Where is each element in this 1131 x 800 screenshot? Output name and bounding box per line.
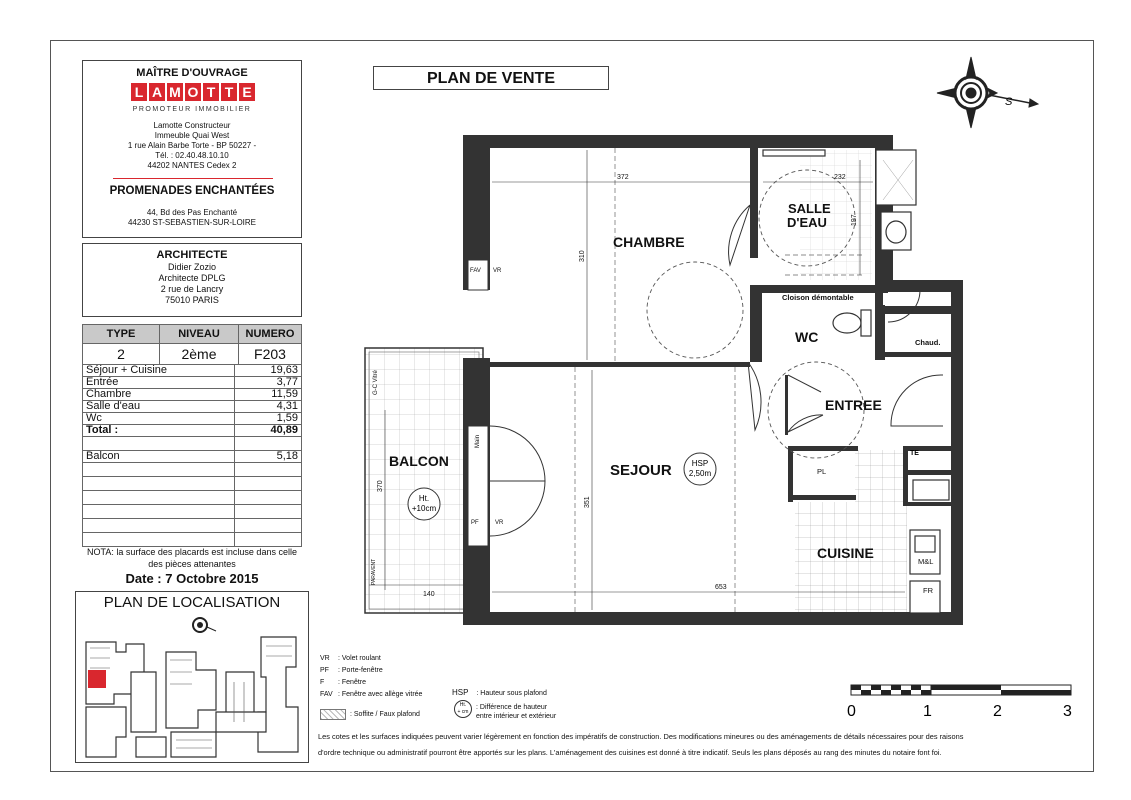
- program-city: 44230 ST-SEBASTIEN-SUR-LOIRE: [127, 218, 257, 227]
- unit-location-marker: [88, 670, 106, 688]
- legend-ht-code-1: Ht.: [459, 702, 467, 708]
- legend-code: F: [320, 679, 325, 686]
- dim-372: 372: [617, 174, 629, 181]
- surface-empty-row: [83, 533, 302, 547]
- room-balcon: BALCON: [389, 453, 449, 469]
- owner-heading: MAÎTRE D'OUVRAGE: [136, 67, 248, 79]
- vr-label: VR: [493, 268, 502, 274]
- toilet: [833, 313, 861, 333]
- legend-item: [320, 689, 422, 701]
- pf-label: PF: [471, 520, 479, 526]
- surface-value: 4,31: [235, 401, 302, 413]
- architect-name: Didier Zozio: [167, 262, 216, 272]
- legend-ht-text-1: : Différence de hauteur: [476, 704, 548, 711]
- surface-empty-row: [83, 463, 302, 477]
- legend-hsp-code: HSP: [452, 688, 469, 697]
- owner-city: 44202 NANTES Cedex 2: [147, 161, 237, 170]
- surface-row: [83, 377, 302, 389]
- compass-icon: [935, 55, 1045, 130]
- program-address: [83, 208, 301, 228]
- owner-street: 1 rue Alain Barbe Torte - BP 50227 -: [127, 141, 257, 150]
- chaud-label: Chaud.: [915, 338, 941, 347]
- main-label: Main: [475, 434, 481, 448]
- dim-351: 351: [584, 496, 591, 508]
- ht-label-1: Ht.: [418, 494, 430, 503]
- fr-label: FR: [923, 586, 933, 595]
- surface-label: Balcon: [83, 451, 235, 463]
- logo-subtitle: PROMOTEUR IMMOBILIER: [132, 106, 252, 113]
- owner-panel: [82, 60, 302, 238]
- surface-label: Séjour + Cuisine: [83, 365, 235, 377]
- architect-panel: [82, 243, 302, 317]
- dim-653: 653: [715, 584, 727, 591]
- legend-ht-text-2: entre intérieur et extérieur: [476, 713, 557, 720]
- surface-label: Total :: [83, 425, 235, 437]
- surface-label: Entrée: [83, 377, 235, 389]
- dim-140: 140: [423, 591, 435, 598]
- disclaimer-line-2: d'ordre technique ou administratif pourront être apportés sur les plans. L'aménagement des cuisines est donné à titre indicatif. Seuls les plans déposés au rang des minutes du notaire font foi.: [318, 748, 942, 757]
- logo-letter: A: [149, 83, 165, 101]
- numero-value: F203: [239, 344, 302, 365]
- surface-value: 3,77: [235, 377, 302, 389]
- lamotte-logo: [131, 83, 255, 103]
- scale-bar: [845, 680, 1075, 720]
- dim-310: 310: [579, 250, 586, 262]
- program-street: 44, Bd des Pas Enchanté: [146, 208, 238, 217]
- legend: [320, 653, 422, 701]
- south-wall: [463, 612, 963, 625]
- surface-row: [83, 413, 302, 425]
- scale-0: 0: [847, 703, 856, 720]
- vr-label-2: VR: [495, 520, 504, 526]
- floor-plan: [355, 130, 975, 630]
- room-sejour: SEJOUR: [610, 462, 672, 479]
- east-wall: [951, 280, 963, 625]
- paravent-label: PARAVENT: [371, 558, 377, 585]
- surface-empty-row: [83, 519, 302, 533]
- localisation-title: PLAN DE LOCALISATION: [103, 594, 281, 611]
- type-value: 2: [83, 344, 160, 365]
- scale-2: 2: [993, 703, 1002, 720]
- niveau-header: NIVEAU: [160, 325, 239, 344]
- dim-370: 370: [377, 480, 384, 492]
- logo-letter: L: [131, 83, 147, 101]
- localisation-panel: [75, 591, 309, 763]
- surface-total-row: [83, 425, 302, 437]
- numero-header: NUMERO: [239, 325, 302, 344]
- logo-letter: T: [203, 83, 219, 101]
- surface-value: 40,89: [235, 425, 302, 437]
- surface-row: [83, 389, 302, 401]
- legend-ht-text: [476, 703, 556, 721]
- surface-note: NOTA: la surface des placards est incluse dans celle des pièces attenantes: [87, 547, 297, 569]
- surface-label: Wc: [83, 413, 235, 425]
- architect-details: [83, 262, 301, 306]
- surface-row: [83, 365, 302, 377]
- hsp-label-1: HSP: [691, 459, 709, 468]
- cloison-label: Cloison démontable: [782, 293, 854, 302]
- surface-balcon-row: [83, 451, 302, 463]
- surface-table: [82, 324, 302, 547]
- legend-text: : Fenêtre: [338, 679, 367, 686]
- logo-letter: O: [185, 83, 201, 101]
- compass-letter: S: [1005, 96, 1013, 108]
- owner-building: Immeuble Quai West: [154, 131, 230, 140]
- surface-value: 19,63: [235, 365, 302, 377]
- ml-label: M&L: [918, 557, 934, 566]
- legend-soffite: [320, 709, 420, 720]
- soffite-swatch: [320, 709, 346, 720]
- surface-empty-row: [83, 477, 302, 491]
- north-wall: [463, 135, 893, 148]
- logo-letter: E: [239, 83, 255, 101]
- legend-text: : Volet roulant: [338, 655, 381, 662]
- legend-item: [320, 665, 422, 677]
- divider: [113, 178, 273, 179]
- compass-small-icon: [193, 618, 216, 632]
- plan-title: PLAN DE VENTE: [426, 70, 555, 87]
- localisation-map: [76, 612, 308, 762]
- owner-company: Lamotte Constructeur: [153, 121, 231, 130]
- scale-1: 1: [923, 703, 932, 720]
- architect-street: 2 rue de Lancry: [160, 284, 224, 294]
- architect-city: 75010 PARIS: [165, 295, 219, 305]
- surface-row: [83, 401, 302, 413]
- title-box: [373, 66, 609, 90]
- ht-label-2: +10cm: [411, 504, 437, 513]
- logo-letter: M: [167, 83, 183, 101]
- hsp-label-2: 2,50m: [688, 469, 712, 478]
- disclaimer-line-1: Les cotes et les surfaces indiquées peuvent varier légèrement en fonction des impératifs de construction. Des modifications mineures ou des aménagements de détails nécessaires pour des raisons: [318, 732, 964, 741]
- logo-letter: T: [221, 83, 237, 101]
- te-label: TE: [910, 450, 919, 457]
- legend-code: FAV: [320, 691, 333, 698]
- surface-empty-row: [83, 437, 302, 451]
- pl-label: PL: [817, 467, 827, 476]
- room-salle-eau-1: SALLE: [788, 201, 831, 216]
- surface-value: 1,59: [235, 413, 302, 425]
- room-entree: ENTREE: [825, 397, 882, 413]
- radiator: [763, 150, 825, 156]
- legend-hsp-text: : Hauteur sous plafond: [476, 690, 547, 697]
- surface-value: 5,18: [235, 451, 302, 463]
- owner-phone: Tél. : 02.40.48.10.10: [155, 151, 229, 160]
- type-header: TYPE: [83, 325, 160, 344]
- dim-197: 197: [851, 214, 858, 226]
- legend-ht-code-2: + cm: [457, 709, 469, 715]
- surface-empty-row: [83, 505, 302, 519]
- legend-item: [320, 653, 422, 665]
- legend-soffite-text: : Soffite / Faux plafond: [350, 711, 420, 718]
- program-name: PROMENADES ENCHANTÉES: [109, 185, 275, 197]
- legend-item: [320, 677, 422, 689]
- architect-title: Architecte DPLG: [158, 273, 226, 283]
- legend-code: PF: [320, 667, 329, 674]
- surface-label: Chambre: [83, 389, 235, 401]
- legend-text: : Porte-fenêtre: [338, 667, 383, 674]
- kitchen-tiles: [795, 502, 907, 622]
- room-salle-eau-2: D'EAU: [787, 215, 827, 230]
- niveau-value: 2ème: [160, 344, 239, 365]
- architect-heading: ARCHITECTE: [156, 249, 228, 261]
- owner-address: [83, 121, 301, 171]
- room-wc: WC: [795, 329, 819, 345]
- legend-ht-icon: [454, 700, 472, 718]
- gc-label: G-C Vitré: [373, 370, 379, 395]
- surface-value: 11,59: [235, 389, 302, 401]
- fav-label: FAV: [470, 268, 481, 274]
- scale-3: 3: [1063, 703, 1072, 720]
- room-chambre: CHAMBRE: [613, 234, 685, 250]
- surface-empty-row: [83, 491, 302, 505]
- surface-label: Salle d'eau: [83, 401, 235, 413]
- dim-232: 232: [834, 174, 846, 181]
- legend-text: : Fenêtre avec allège vitrée: [338, 691, 423, 698]
- legend-hsp: [452, 688, 547, 697]
- chambre-sejour-wall: [490, 362, 750, 367]
- room-cuisine: CUISINE: [817, 545, 874, 561]
- disclaimer: [318, 729, 1088, 761]
- legend-code: VR: [320, 655, 330, 662]
- date: Date : 7 Octobre 2015: [125, 571, 259, 586]
